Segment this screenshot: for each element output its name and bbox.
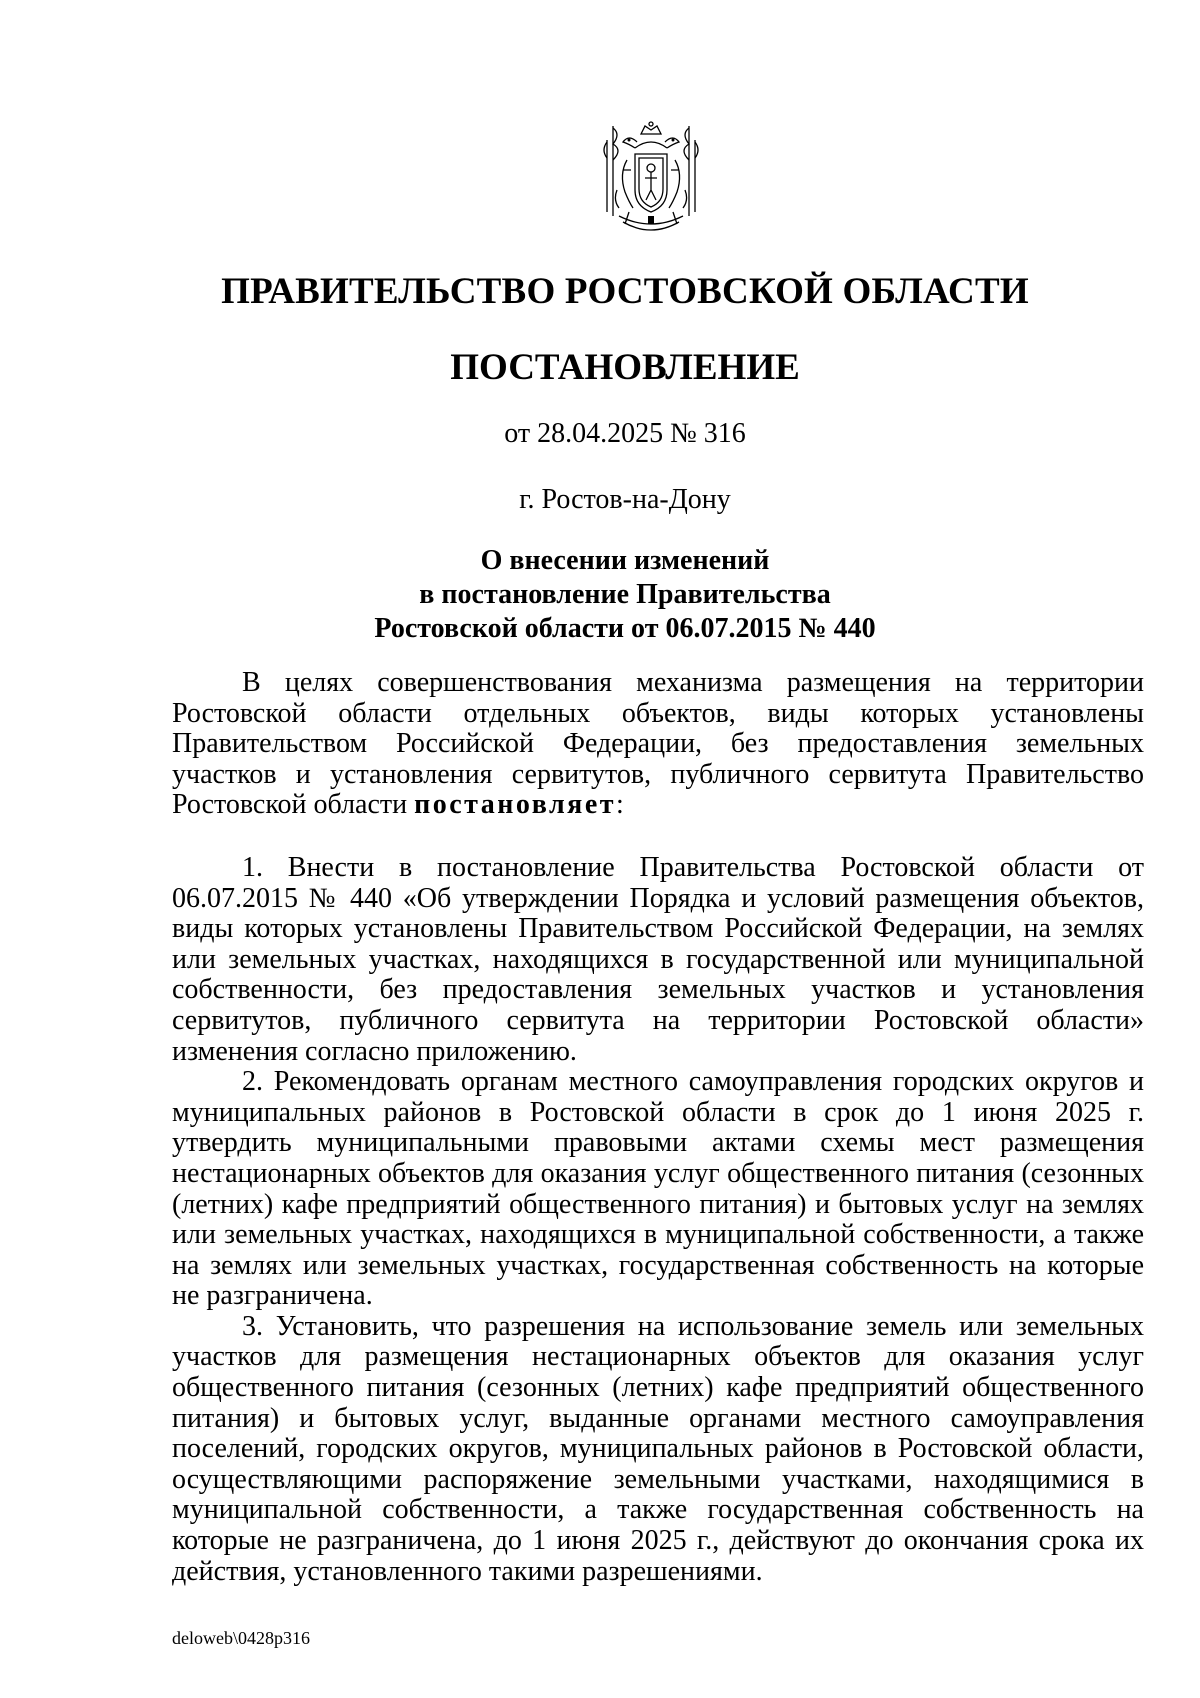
coat-of-arms-graphic — [599, 120, 703, 240]
preamble-text: В целях совершенствования механизма размещения на территории Ростовской области отдельных объектов, виды которых установлены Правительством Российской Федерации, без предоставления земельных участков и установления сервитутов, публичного сервитута Правительство Ростовской области — [172, 667, 1144, 821]
preamble-emphasis: постановляет — [414, 789, 617, 821]
document-date-number: от 28.04.2025 № 316 — [504, 418, 746, 449]
item-1-paragraph: 1. Внести в постановление Правительства Ростовской области от 06.07.2015 № 440 «Об утверждении Порядка и условий размещения объектов, виды которых установлены Правительством Российской Федерации, на землях или земельных участках, находящихся в государственной или муниципальной собственности, без предоставления земельных участков и установления сервитутов, публичного сервитута на территории Ростовской области» изменения согласно приложению. — [172, 851, 1144, 1067]
subject-line-3: Ростовской области от 06.07.2015 № 440 — [374, 613, 876, 644]
document-body — [172, 668, 1144, 1587]
document-type-title: ПОСТАНОВЛЕНИЕ — [450, 347, 800, 388]
paragraph-gap — [172, 821, 1144, 853]
item-3-paragraph: 3. Установить, что разрешения на использование земель или земельных участков для размещения нестационарных объектов для оказания услуг общественного питания (сезонных (летних) кафе предприятий общественного питания) и бытовых услуг, выданные органами местного самоуправления поселений, городских округов, муниципальных районов в Ростовской области, осуществляющими распоряжение земельными участками, находящимися в муниципальной собственности, а также государственная собственность на которые не разграничена, до 1 июня 2025 г., действуют до окончания срока их действия, установленного такими разрешениями. — [172, 1310, 1144, 1587]
subject-line-2: в постановление Правительства — [419, 579, 831, 610]
item-2-paragraph: 2. Рекомендовать органам местного самоуправления городских округов и муниципальных районов в Ростовской области в срок до 1 июня 2025 г. утвердить муниципальными правовыми актами схемы мест размещения нестационарных объектов для оказания услуг общественного питания (сезонных (летних) кафе предприятий общественного питания) и бытовых услуг на землях или земельных участках, находящихся в муниципальной собственности, а также на землях или земельных участках, государственная собственность на которые не разграничена. — [172, 1066, 1144, 1312]
preamble-ending: : — [616, 789, 624, 821]
document-city: г. Ростов-на-Дону — [519, 484, 731, 515]
footer-file-reference: deloweb\0428p316 — [172, 1628, 310, 1648]
document-subject — [0, 544, 1200, 646]
subject-line-1: О внесении изменений — [480, 545, 770, 576]
coat-of-arms-icon — [599, 120, 703, 240]
organization-title: ПРАВИТЕЛЬСТВО РОСТОВСКОЙ ОБЛАСТИ — [221, 271, 1029, 312]
preamble-paragraph — [172, 668, 1144, 821]
